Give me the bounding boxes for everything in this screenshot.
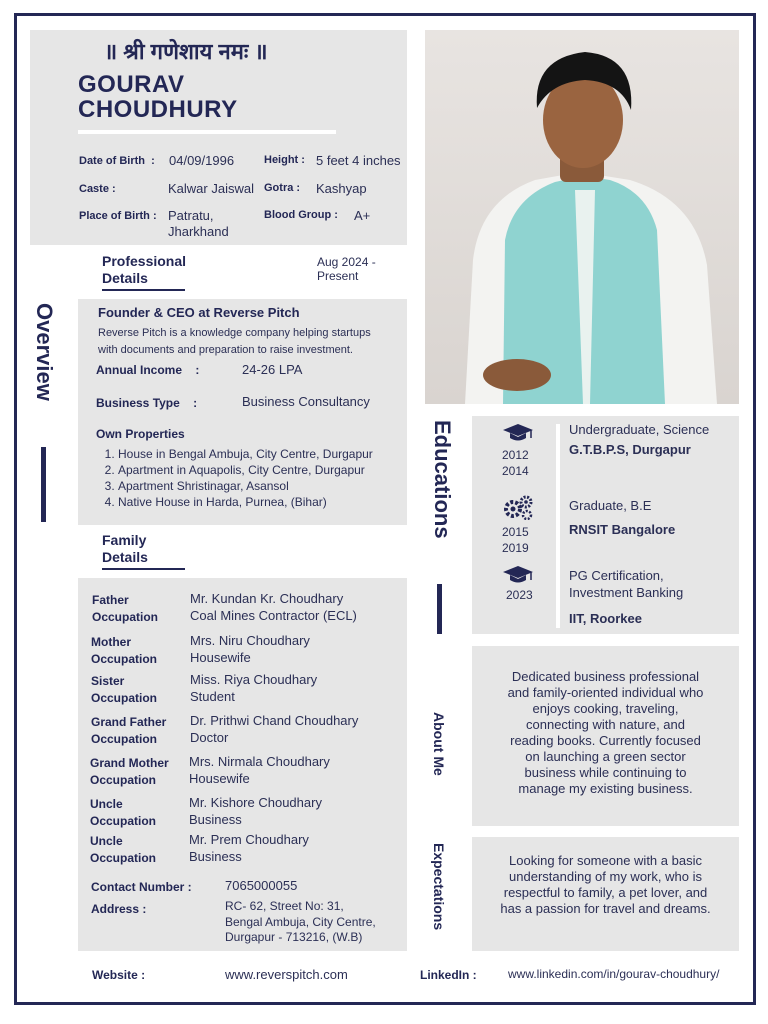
edu-year-end: 2019 <box>502 541 529 555</box>
relation-label: Uncle <box>90 797 123 811</box>
contact-label: Contact Number : <box>91 880 192 894</box>
member-name: Miss. Riya Choudhary <box>190 672 318 687</box>
address-line2: Bengal Ambuja, City Centre, <box>225 915 376 929</box>
family-heading-rule <box>102 568 185 570</box>
occupation-label: Occupation <box>91 652 158 666</box>
educations-bar <box>437 584 442 634</box>
about-line: Dedicated business professional <box>511 669 700 684</box>
occupation-label: Occupation <box>92 610 159 624</box>
professional-heading-2: Details <box>102 270 148 286</box>
member-name: Mrs. Nirmala Choudhary <box>189 754 330 769</box>
about-line: connecting with nature, and <box>526 717 685 732</box>
about-line: business while continuing to <box>524 765 687 780</box>
role-desc-2: with documents and preparation to raise investment. <box>98 344 353 356</box>
edu-year-end: 2014 <box>502 464 529 478</box>
overview-label: Overview <box>32 303 57 401</box>
dob-label: Date of Birth : <box>79 155 155 167</box>
list-item: 2. Apartment in Aquapolis, City Centre, Durgapur <box>118 462 405 478</box>
contact-value: 7065000055 <box>225 878 298 893</box>
occupation-label: Occupation <box>90 851 157 865</box>
linkedin-label: LinkedIn : <box>420 968 477 982</box>
graduation-cap-icon <box>502 565 534 585</box>
name-line2: CHOUDHURY <box>78 96 238 123</box>
edu-year: 2023 <box>506 588 533 602</box>
edu-year-start: 2012 <box>502 448 529 462</box>
family-heading-2: Details <box>102 549 148 565</box>
member-name: Mr. Kishore Choudhary <box>189 795 322 810</box>
member-occupation: Business <box>189 812 242 827</box>
family-panel <box>78 578 407 951</box>
gotra-value: Kashyap <box>316 181 367 196</box>
expectations-line: has a passion for travel and dreams. <box>500 901 711 916</box>
about-line: enjoys cooking, traveling, <box>532 701 679 716</box>
expectations-line: Looking for someone with a basic <box>509 853 702 868</box>
role-desc-1: Reverse Pitch is a knowledge company helping startups <box>98 327 371 339</box>
dob-value: 04/09/1996 <box>169 153 235 168</box>
professional-heading-1: Professional <box>102 253 187 269</box>
pob-line1: Patratu, <box>168 208 214 223</box>
expectations-panel <box>472 837 739 951</box>
caste-label: Caste : <box>79 183 116 195</box>
relation-label: Uncle <box>90 834 123 848</box>
income-label: Annual Income : <box>96 363 200 377</box>
blood-value: A+ <box>354 208 371 223</box>
gears-icon <box>502 494 534 520</box>
list-item: 3. Apartment Shristinagar, Asansol <box>118 478 405 494</box>
relation-label: Mother <box>91 635 131 649</box>
overview-bar <box>41 447 46 522</box>
properties-list <box>100 446 405 510</box>
income-value: 24-26 LPA <box>242 362 303 377</box>
name-underline <box>78 130 336 134</box>
about-line: reading books. Currently focused <box>510 733 701 748</box>
about-label: About Me <box>431 712 447 776</box>
about-line: manage my existing business. <box>518 781 693 796</box>
member-name: Mr. Prem Choudhary <box>189 832 309 847</box>
occupation-label: Occupation <box>90 773 157 787</box>
edu-degree: Graduate, B.E <box>569 498 652 513</box>
expectations-label: Expectations <box>431 843 447 931</box>
edu-year-start: 2015 <box>502 525 529 539</box>
linkedin-link[interactable]: www.linkedin.com/in/gourav-choudhury/ <box>508 967 720 981</box>
edu-school: IIT, Roorkee <box>569 611 642 626</box>
address-line1: RC- 62, Street No: 31, <box>225 899 344 913</box>
height-value: 5 feet 4 inches <box>316 153 401 168</box>
role-title: Founder & CEO at Reverse Pitch <box>98 305 300 320</box>
relation-label: Sister <box>91 674 125 688</box>
address-label: Address : <box>91 902 147 916</box>
address-line3: Durgapur - 713216, (W.B) <box>225 930 363 944</box>
occupation-label: Occupation <box>91 732 158 746</box>
btype-value: Business Consultancy <box>242 394 370 409</box>
edu-degree: Undergraduate, Science <box>569 422 710 437</box>
blood-label: Blood Group : <box>264 209 338 221</box>
properties-label: Own Properties <box>96 427 185 441</box>
member-name: Mr. Kundan Kr. Choudhary <box>190 591 344 606</box>
education-divider <box>556 424 560 628</box>
height-label: Height : <box>264 154 305 166</box>
relation-label: Grand Mother <box>90 756 169 770</box>
member-occupation: Doctor <box>190 730 229 745</box>
pob-line2: Jharkhand <box>168 224 229 239</box>
edu-school: G.T.B.P.S, Durgapur <box>569 442 691 457</box>
relation-label: Grand Father <box>91 715 167 729</box>
member-occupation: Coal Mines Contractor (ECL) <box>190 608 357 623</box>
member-occupation: Student <box>190 689 235 704</box>
graduation-cap-icon <box>502 423 534 443</box>
member-occupation: Housewife <box>190 650 251 665</box>
expectations-line: understanding of my work, who is <box>509 869 702 884</box>
mantra: ॥ श्री गणेशाय नमः ॥ <box>104 39 268 64</box>
period-line2: Present <box>317 269 359 283</box>
pob-label: Place of Birth : <box>79 210 157 222</box>
profile-photo <box>425 30 739 404</box>
edu-degree: PG Certification, <box>569 568 664 583</box>
member-occupation: Business <box>189 849 242 864</box>
website-label: Website : <box>92 968 146 982</box>
education-panel <box>472 416 739 634</box>
occupation-label: Occupation <box>90 814 157 828</box>
period-line1: Aug 2024 - <box>317 255 376 269</box>
about-panel <box>472 646 739 826</box>
gotra-label: Gotra : <box>264 182 301 194</box>
member-name: Dr. Prithwi Chand Choudhary <box>190 713 359 728</box>
family-heading-1: Family <box>102 532 147 548</box>
list-item: 1. House in Bengal Ambuja, City Centre, Durgapur <box>118 446 405 462</box>
about-line: and family-oriented individual who <box>507 685 704 700</box>
member-occupation: Housewife <box>189 771 250 786</box>
relation-label: Father <box>92 593 129 607</box>
about-line: on launching a green sector <box>525 749 686 764</box>
occupation-label: Occupation <box>91 691 158 705</box>
website-link[interactable]: www.reverspitch.com <box>225 967 348 982</box>
expectations-line: respectful to family, a pet lover, and <box>503 885 708 900</box>
list-item: 4. Native House in Harda, Purnea, (Bihar) <box>118 494 405 510</box>
edu-degree-2: Investment Banking <box>569 585 684 600</box>
member-name: Mrs. Niru Choudhary <box>190 633 310 648</box>
btype-label: Business Type : <box>96 396 198 410</box>
name-line1: GOURAV <box>78 71 185 98</box>
educations-label: Educations <box>430 420 455 539</box>
caste-value: Kalwar Jaiswal <box>168 181 254 196</box>
person-portrait-icon <box>425 30 739 404</box>
professional-heading-rule <box>102 289 185 291</box>
edu-school: RNSIT Bangalore <box>569 522 676 537</box>
